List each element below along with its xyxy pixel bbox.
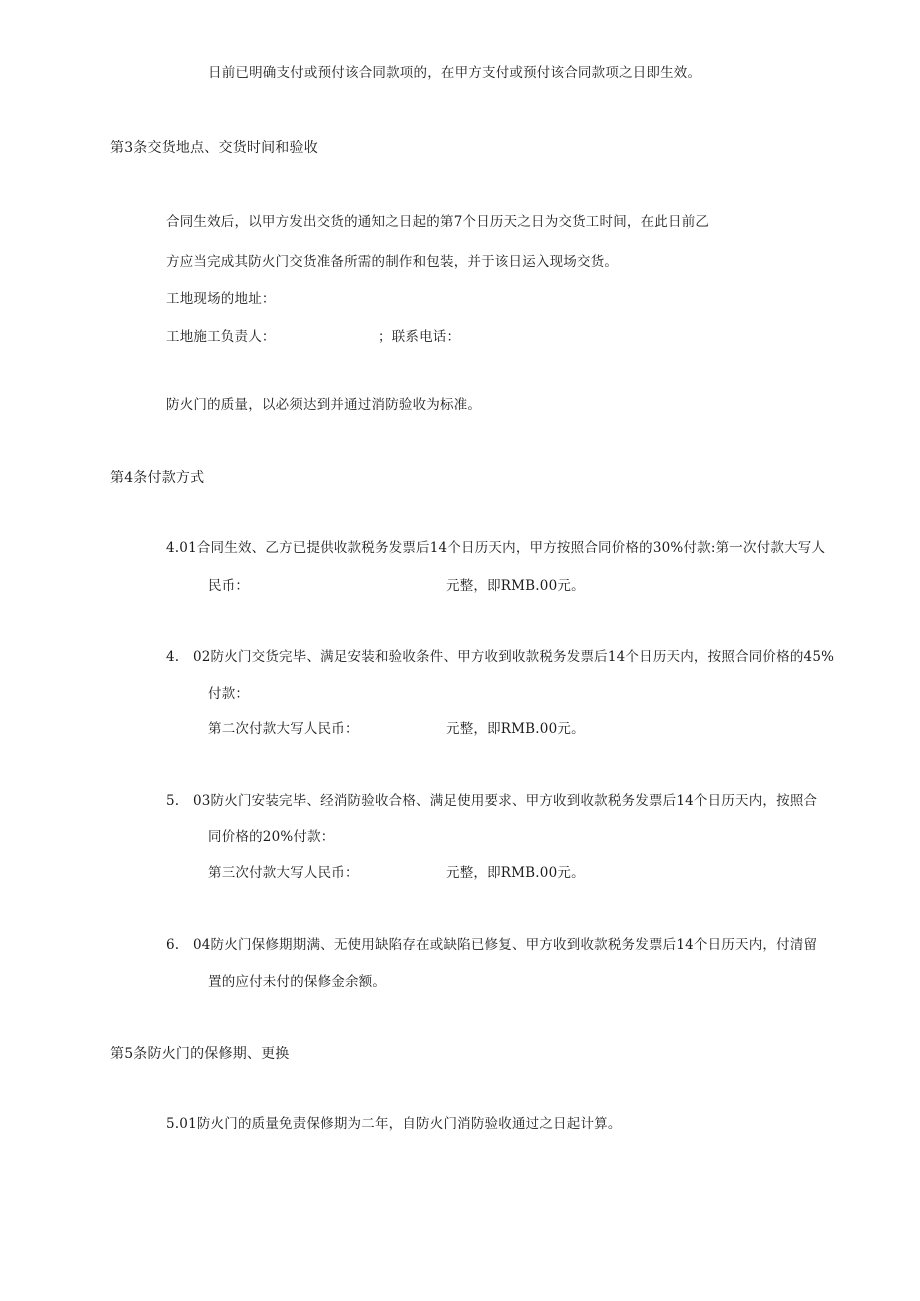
payment-item2-line3-suffix: 元整，即RMB.00元。	[446, 721, 585, 737]
payment-item3-line2: 同价格的20%付款：	[208, 829, 335, 845]
payment-item2-line1: 4. 02防火门交货完毕、满足安装和验收条件、甲方收到收款税务发票后14个日历天内，按照合同价格的45%	[166, 649, 835, 665]
payment-item2-line3-prefix: 第二次付款大写人民币：	[208, 721, 359, 737]
warranty-item1: 5.01防火门的质量免责保修期为二年，自防火门消防验收通过之日起计算。	[166, 1116, 622, 1132]
section4-heading: 第4条付款方式	[110, 470, 205, 486]
payment-item4-line1: 6. 04防火门保修期期满、无使用缺陷存在或缺陷已修复、甲方收到收款税务发票后14个日历天内，付清留	[166, 937, 818, 953]
payment-item4-line2: 置的应付未付的保修金余额。	[208, 974, 387, 990]
site-address-label: 工地现场的地址：	[166, 291, 276, 307]
payment-item1-line2-prefix: 民币：	[208, 578, 250, 594]
section5-heading: 第5条防火门的保修期、更换	[110, 1046, 290, 1062]
section3-para1-line2: 方应当完成其防火门交货准备所需的制作和包装，并于该日运入现场交货。	[166, 254, 619, 270]
section2-tail-text: 日前已明确支付或预付该合同款项的，在甲方支付或预付该合同款项之日即生效。	[208, 65, 702, 81]
site-manager-label: 工地施工负责人：	[166, 329, 276, 345]
payment-item3-line3-prefix: 第三次付款大写人民币：	[208, 865, 359, 881]
section3-heading: 第3条交货地点、交货时间和验收	[110, 140, 318, 156]
payment-item3-line3-suffix: 元整，即RMB.00元。	[446, 865, 585, 881]
phone-label: ；联系电话：	[378, 329, 461, 345]
payment-item2-line2: 付款：	[208, 686, 250, 702]
quality-text: 防火门的质量，以必须达到并通过消防验收为标准。	[166, 397, 482, 413]
payment-item3-line1: 5. 03防火门安装完毕、经消防验收合格、满足使用要求、甲方收到收款税务发票后14个日历天内，按照合	[166, 793, 818, 809]
section3-para1-line1: 合同生效后，以甲方发出交货的通知之日起的第7个日历天之日为交货工时间，在此日前乙	[166, 214, 710, 230]
payment-item1-line2-suffix: 元整，即RMB.00元。	[446, 578, 585, 594]
payment-item1-line1: 4.01合同生效、乙方已提供收款税务发票后14个日历天内，甲方按照合同价格的30%付款:第一次付款大写人	[166, 540, 826, 556]
